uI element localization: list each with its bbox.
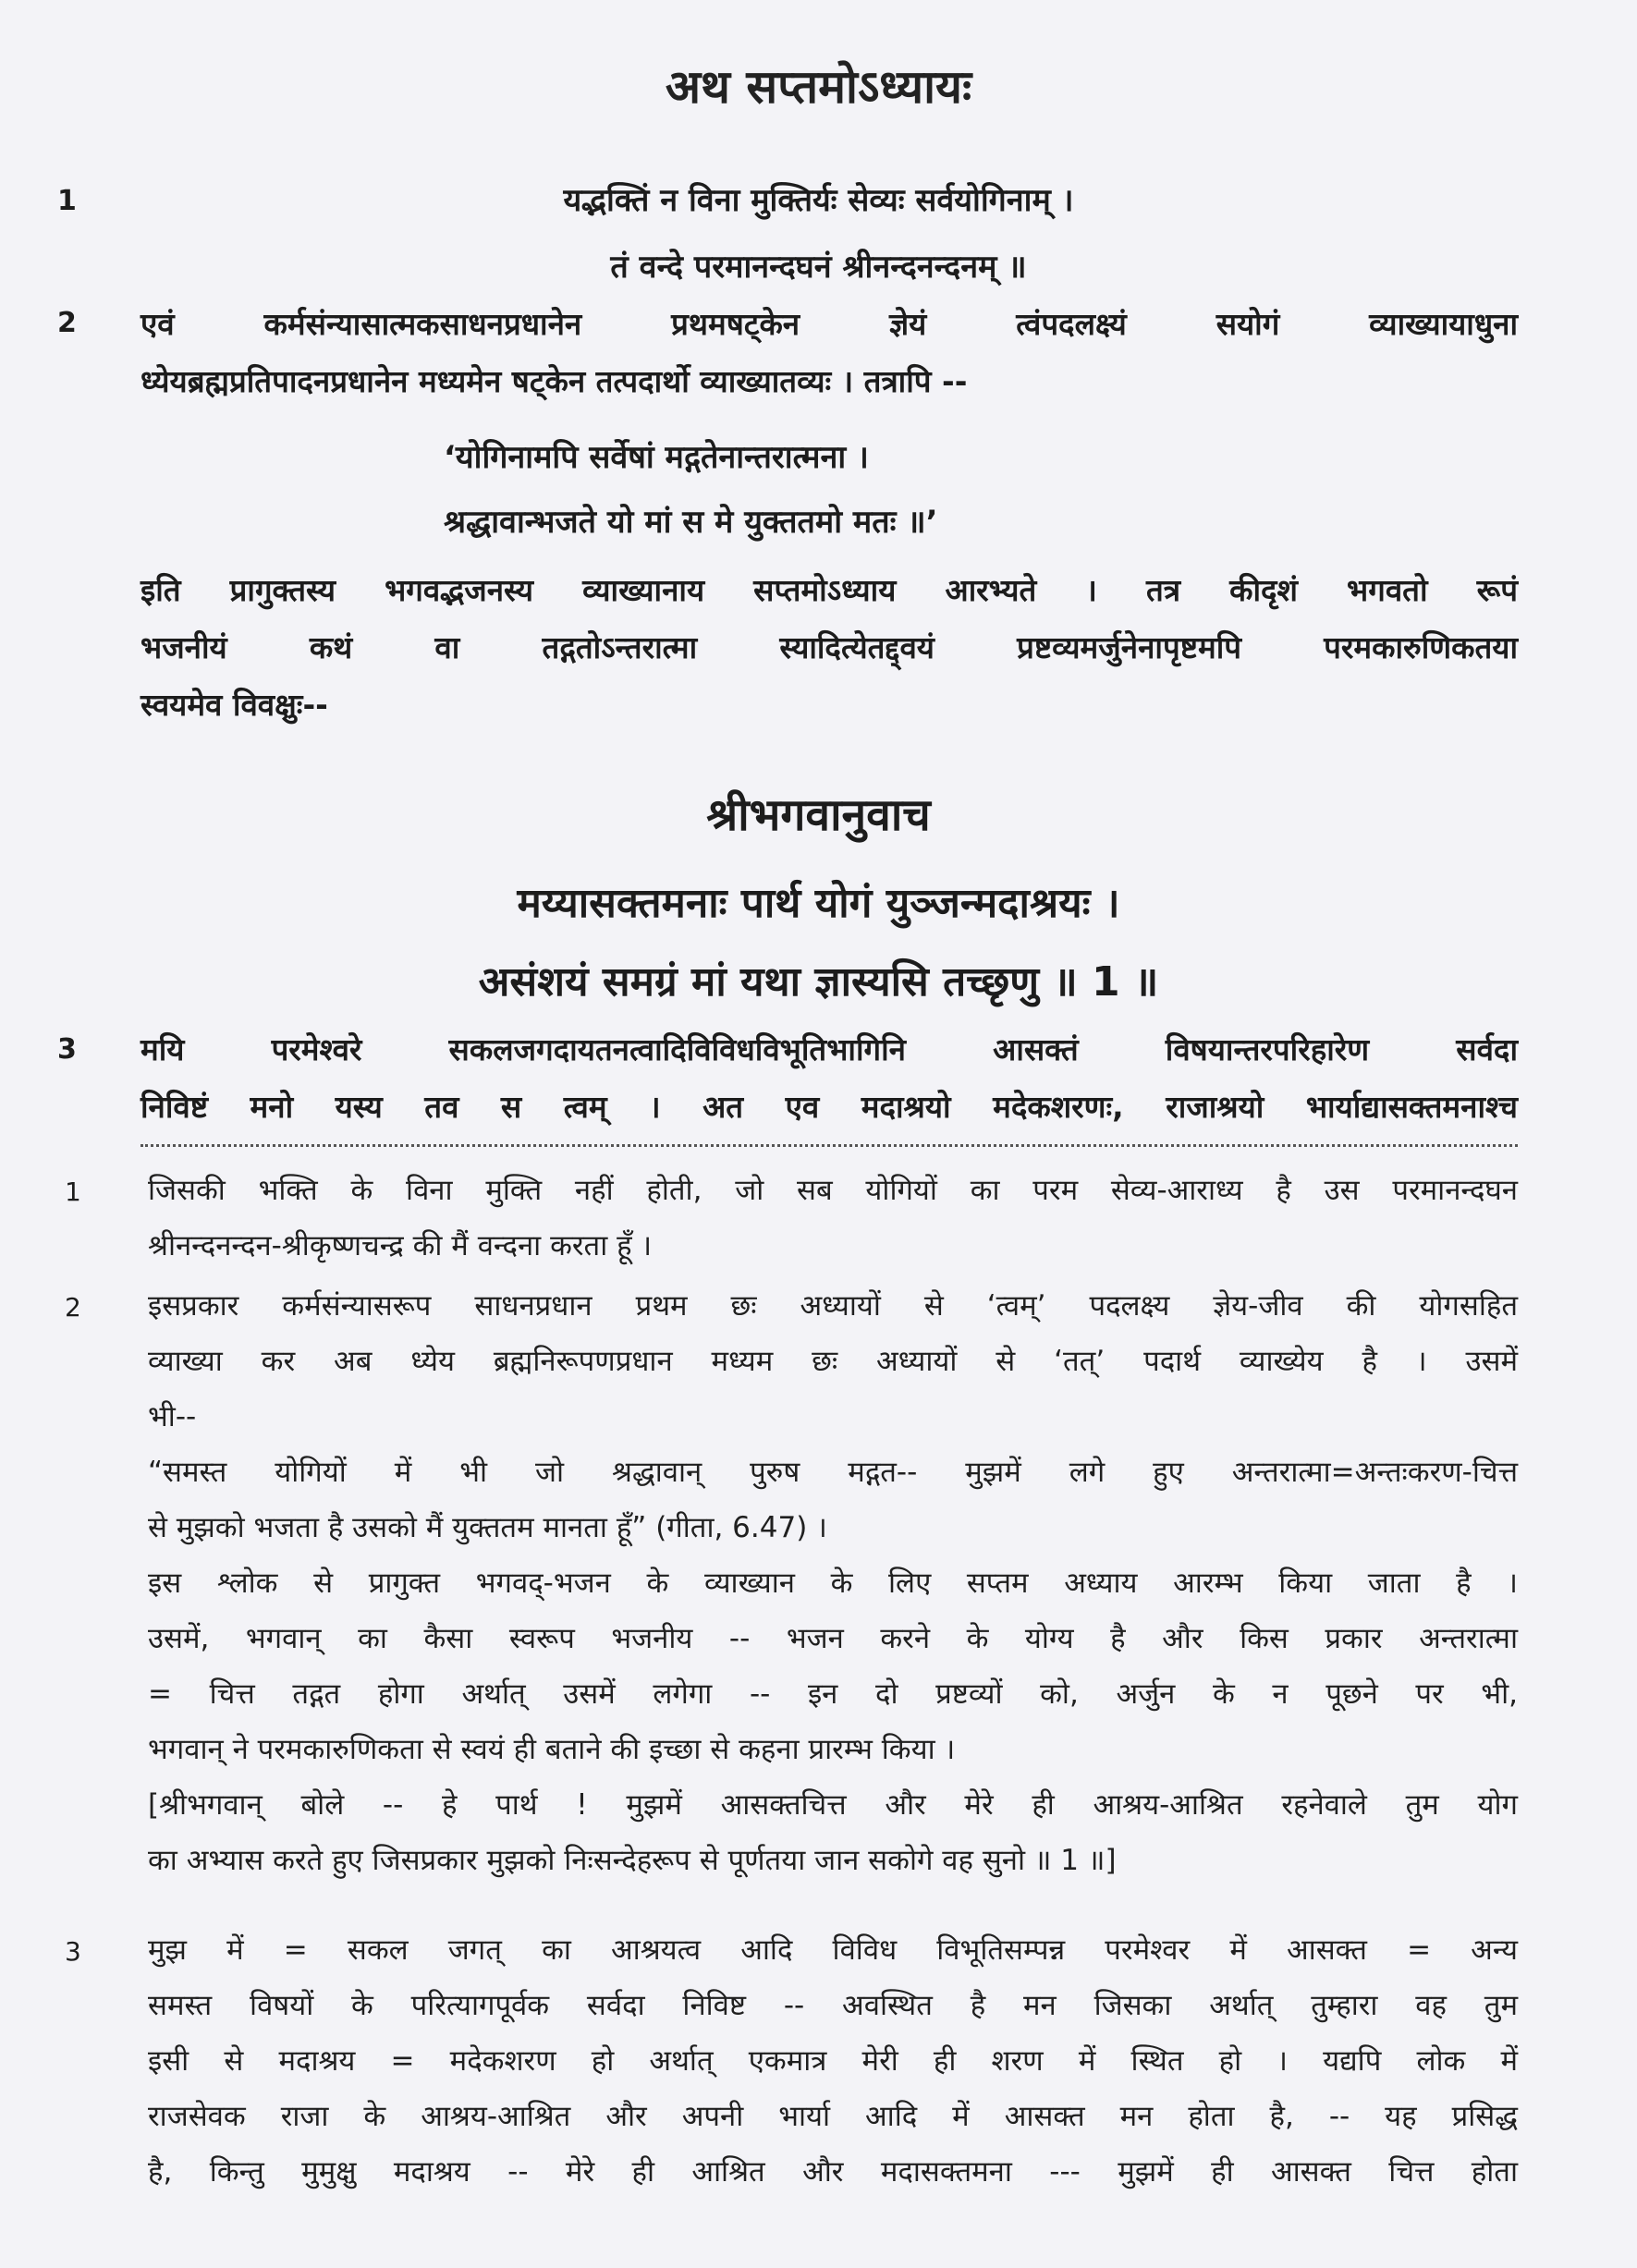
text-line: व्याख्या कर अब ध्येय ब्रह्मनिरूपणप्रधान मध्यम छः अध्यायों से ‘तत्’ पदार्थ व्याख्येय है । उसमें bbox=[148, 1345, 1518, 1378]
hindi-number-3: 3 bbox=[65, 1936, 81, 1967]
text-line: भगवान् ने परमकारुणिकता से स्वयं ही बताने की इच्छा से कहना प्रारम्भ किया । bbox=[148, 1733, 956, 1766]
sanskrit-paragraph-2 bbox=[140, 296, 1518, 410]
text-line: = चित्त तद्गत होगा अर्थात् उसमें लगेगा -- इन दो प्रष्टव्यों को, अर्जुन के न पूछने पर भी, bbox=[148, 1677, 1518, 1711]
paragraph-number-2: 2 bbox=[57, 307, 77, 339]
gita-verse-line-2: असंशयं समग्रं मां यथा ज्ञास्यसि तच्छृणु ॥ 1 ॥ bbox=[478, 958, 1159, 1006]
text-line: भजनीयं कथं वा तद्गतोऽन्तरात्मा स्यादित्येतद्द्वयं प्रष्टव्यमर्जुनेनापृष्टमपि परमकारुणिकतया bbox=[140, 629, 1518, 665]
text-line: “समस्त योगियों में भी जो श्रद्धावान् पुरुष मद्गत-- मुझमें लगे हुए अन्तरात्मा=अन्तःकरण-चित्त bbox=[148, 1456, 1518, 1489]
text-line: श्रीनन्दनन्दन-श्रीकृष्णचन्द्र की मैं वन्दना करता हूँ । bbox=[148, 1229, 653, 1262]
text-line: का अभ्यास करते हुए जिसप्रकार मुझको निःसन्देहरूप से पूर्णतया जान सकोगे वह सुनो ॥ 1 ॥] bbox=[148, 1844, 1117, 1877]
text-line: ध्येयब्रह्मप्रतिपादनप्रधानेन मध्यमेन षट्केन तत्पदार्थो व्याख्यातव्यः । तत्रापि -- bbox=[140, 363, 968, 399]
sanskrit-paragraph-2b bbox=[140, 562, 1518, 734]
hindi-number-2: 2 bbox=[65, 1292, 81, 1323]
text-line: स्वयमेव विवक्षुः-- bbox=[140, 687, 328, 723]
text-line: से मुझको भजता है उसको मैं युक्ततम मानता हूँ” (गीता, 6.47) । bbox=[148, 1511, 827, 1544]
verse-number-1: 1 bbox=[57, 185, 77, 217]
gita-verse-line-1: मय्यासक्तमनाः पार्थ योगं युञ्जन्मदाश्रयः । bbox=[517, 880, 1120, 927]
text-line: जिसकी भक्ति के विना मुक्ति नहीं होती, जो सब योगियों का परम सेव्य-आराध्य है उस परमानन्दघन bbox=[148, 1174, 1518, 1207]
sanskrit-paragraph-3 bbox=[140, 1021, 1518, 1136]
text-line: एवं कर्मसंन्यासात्मकसाधनप्रधानेन प्रथमषट्केन ज्ञेयं त्वंपदलक्ष्यं सयोगं व्याख्यायाधुना bbox=[140, 306, 1518, 342]
footnote-divider bbox=[140, 1144, 1518, 1147]
invocation-line-2: तं वन्दे परमानन्दघनं श्रीनन्दनन्दनम् ॥ bbox=[610, 249, 1027, 286]
text-line: इसप्रकार कर्मसंन्यासरूप साधनप्रधान प्रथम छः अध्यायों से ‘त्वम्’ पदलक्ष्य ज्ञेय-जीव की योगसहित bbox=[148, 1289, 1518, 1323]
invocation-line-1: यद्भक्तिं न विना मुक्तिर्यः सेव्यः सर्वयोगिनाम् । bbox=[563, 182, 1074, 219]
text-line: निविष्टं मनो यस्य तव स त्वम् । अत एव मदाश्रयो मदेकशरणः, राजाश्रयो भार्याद्यासक्तमनाश्च bbox=[140, 1089, 1518, 1125]
text-line: [श्रीभगवान् बोले -- हे पार्थ ! मुझमें आसक्तचित्त और मेरे ही आश्रय-आश्रित रहनेवाले तुम योग bbox=[148, 1788, 1518, 1822]
text-line: इसी से मदाश्रय = मदेकशरण हो अर्थात् एकमात्र मेरी ही शरण में स्थित हो । यद्यपि लोक में bbox=[148, 2044, 1518, 2078]
hindi-paragraph-3 bbox=[148, 1922, 1518, 2200]
quote-line-1: ‘योगिनामपि सर्वेषां मद्गतेनान्तरात्मना । bbox=[444, 439, 869, 476]
text-line: इति प्रागुक्तस्य भगवद्भजनस्य व्याख्यानाय सप्तमोऽध्याय आरभ्यते । तत्र कीदृशं भगवतो रूपं bbox=[140, 572, 1518, 608]
text-line: मयि परमेश्वरे सकलजगदायतनत्वादिविविधविभूतिभागिनि आसक्तं विषयान्तरपरिहारेण सर्वदा bbox=[140, 1031, 1518, 1067]
speaker-heading: श्रीभगवानुवाच bbox=[706, 789, 931, 841]
text-line: समस्त विषयों के परित्यागपूर्वक सर्वदा निविष्ट -- अवस्थित है मन जिसका अर्थात् तुम्हारा वह तुम bbox=[148, 1989, 1518, 2022]
hindi-paragraph-1 bbox=[148, 1163, 1518, 1274]
chapter-title: अथ सप्तमोऽध्यायः bbox=[665, 60, 972, 114]
text-line: भी-- bbox=[148, 1400, 197, 1433]
hindi-number-1: 1 bbox=[65, 1177, 81, 1207]
hindi-paragraph-2 bbox=[148, 1278, 1518, 1888]
text-line: है, किन्तु मुमुक्षु मदाश्रय -- मेरे ही आश्रित और मदासक्तमना --- मुझमें ही आसक्त चित्त होता bbox=[148, 2155, 1518, 2189]
text-line: इस श्लोक से प्रागुक्त भगवद्-भजन के व्याख्यान के लिए सप्तम अध्याय आरम्भ किया जाता है । bbox=[148, 1567, 1518, 1600]
quote-line-2: श्रद्धावान्भजते यो मां स मे युक्ततमो मतः ॥’ bbox=[444, 504, 938, 541]
text-line: राजसेवक राजा के आश्रय-आश्रित और अपनी भार्या आदि में आसक्त मन होता है, -- यह प्रसिद्ध bbox=[148, 2100, 1518, 2133]
text-line: मुझ में = सकल जगत् का आश्रयत्व आदि विविध विभूतिसम्पन्न परमेश्वर में आसक्त = अन्य bbox=[148, 1933, 1518, 1967]
paragraph-number-3: 3 bbox=[57, 1033, 77, 1066]
text-line: उसमें, भगवान् का कैसा स्वरूप भजनीय -- भजन करने के योग्य है और किस प्रकार अन्तरात्मा bbox=[148, 1622, 1518, 1655]
